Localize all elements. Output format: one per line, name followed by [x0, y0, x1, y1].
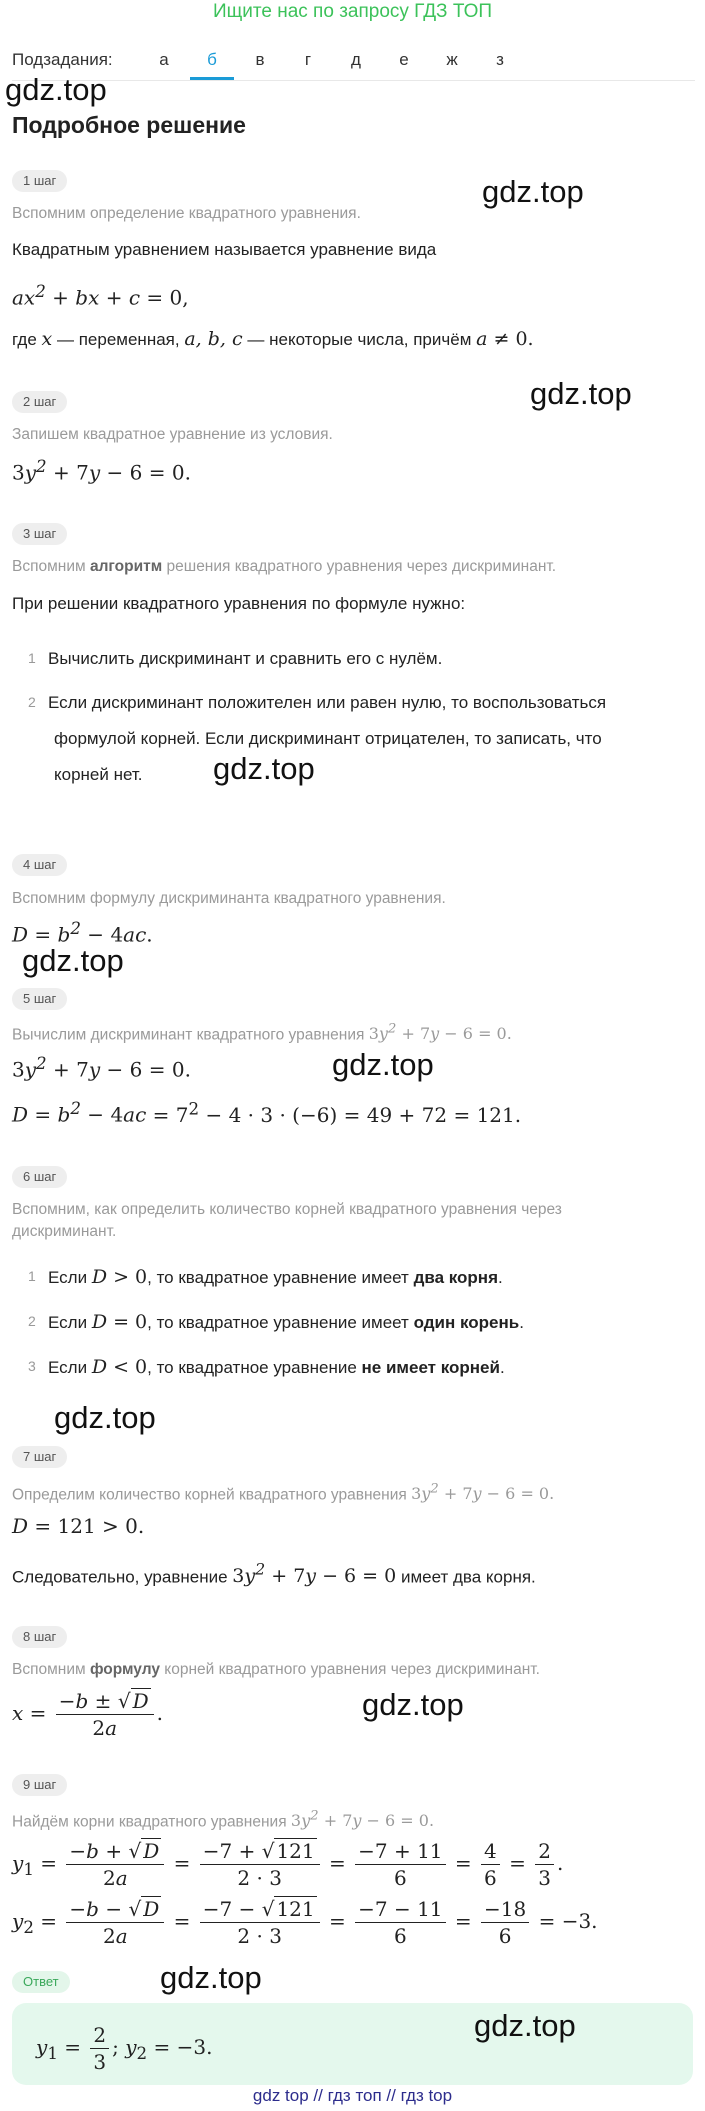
list-number: 2	[28, 694, 36, 710]
list-item: Вычислить дискриминант и сравнить его с нулём.	[48, 649, 443, 668]
step-badge: 4 шаг	[12, 854, 67, 876]
watermark: gdz.top	[22, 943, 124, 978]
step-hint: Запишем квадратное уравнение из условия.	[12, 426, 333, 443]
tab-b[interactable]: б	[190, 50, 234, 80]
step-conclusion: Следовательно, уравнение $3y^2 + 7y - 6 = 0$ имеет два корня.	[12, 1560, 536, 1588]
step-hint-cont: дискриминант.	[12, 1223, 117, 1240]
step-text: Квадратным уравнением называется уравнение вида	[12, 240, 437, 259]
answer-formula: $y_1$ = $\frac{2}{3}$ ; $y_2 = -3$.	[36, 2023, 213, 2074]
tab-e[interactable]: е	[399, 50, 409, 69]
conc-post: имеет два корня.	[400, 1567, 536, 1587]
step-badge: 7 шаг	[12, 1446, 67, 1468]
hint-bold: алгоритм	[89, 558, 163, 575]
step-badge: 9 шаг	[12, 1774, 67, 1796]
no-roots: не имеет корней	[361, 1358, 500, 1377]
list-item: Если D > 0, то квадратное уравнение имеет два корня.	[48, 1266, 503, 1288]
formula-general: $ax^2$ + bx + c = 0,	[12, 282, 189, 310]
if-label: Если	[48, 1313, 88, 1332]
step-hint	[12, 1659, 540, 1680]
list-item: Если D = 0, то квадратное уравнение имеет один корень.	[48, 1311, 524, 1333]
hint-post: корней квадратного уравнения через дискриминант.	[164, 1661, 540, 1678]
hint-post: решения квадратного уравнения через дискриминант.	[166, 558, 557, 575]
subtasks-bar	[12, 42, 695, 81]
step-text: При решении квадратного уравнения по формуле нужно:	[12, 594, 466, 613]
watermark: gdz.top	[530, 376, 632, 411]
watermark: gdz.top	[160, 1960, 262, 1995]
watermark: gdz.top	[5, 72, 107, 107]
tab-zh[interactable]: ж	[446, 50, 458, 69]
tab-g[interactable]: г	[304, 50, 312, 69]
watermark: gdz.top	[54, 1400, 156, 1435]
formula-equation: $3y^2 + 7y - 6 = 0$.	[12, 1054, 191, 1082]
formula-roots: x = $\frac{-b \pm √ D}{2a}$ .	[12, 1689, 163, 1740]
hint-pre: Вспомним	[12, 1661, 86, 1678]
hint-text: Найдём корни квадратного уравнения	[12, 1813, 287, 1831]
footer-links[interactable]: gdz top // гдз топ // гдз top	[252, 2086, 453, 2105]
watermark: gdz.top	[482, 174, 584, 209]
then-label: , то квадратное уравнение имеет	[147, 1268, 409, 1287]
step-hint: Вычислим дискриминант квадратного уравнения $3y^2 + 7y - 6 = 0$.	[12, 1022, 512, 1044]
list-item: Если дискриминант положителен или равен нулю, то воспользоваться	[48, 693, 607, 712]
formula-root-2: $y_2$ = $\frac{-b - √ D}{2a}$ = $\frac{-7 - √ 121}{2 \cdot 3}$ = $\frac{-7 - 11}{6}$ = $\frac{-18}{6}$ = −3.	[12, 1897, 598, 1948]
subtasks-label: Подзадания:	[12, 50, 113, 69]
tab-z[interactable]: з	[496, 50, 504, 69]
formula-root-1: $y_1$ = $\frac{-b + √ D}{2a}$ = $\frac{-7 + √ 121}{2 \cdot 3}$ = $\frac{-7 + 11}{6}$ = $\frac{4}{6}$ = $\frac{2}{3}$ .	[12, 1839, 564, 1890]
then-label: , то квадратное уравнение имеет	[147, 1313, 409, 1332]
step-text-where: где x — переменная, a, b, c — некоторые числа, причём a ≠ 0.	[12, 328, 534, 350]
step-badge: 6 шаг	[12, 1166, 67, 1188]
step-badge: 2 шаг	[12, 391, 67, 413]
tab-d[interactable]: д	[351, 50, 361, 69]
formula-discriminant: $D = b^2 - 4ac$.	[12, 919, 153, 947]
if-label: Если	[48, 1268, 88, 1287]
watermark: gdz.top	[362, 1687, 464, 1722]
step-hint: Определим количество корней квадратного уравнения $3y^2 + 7y - 6 = 0$.	[12, 1482, 555, 1504]
search-banner: Ищите нас по запросу ГДЗ ТОП	[212, 1, 493, 22]
one-root: один корень	[413, 1313, 520, 1332]
formula-d-value: D = 121 > 0.	[12, 1514, 145, 1538]
hint-text: Вычислим дискриминант квадратного уравнения	[12, 1026, 365, 1044]
step-badge: 5 шаг	[12, 988, 67, 1010]
conc-pre: Следовательно, уравнение	[12, 1567, 228, 1587]
tab-v[interactable]: в	[255, 50, 265, 69]
list-item-cont: корней нет.	[54, 765, 143, 784]
page-title: Подробное решение	[12, 112, 246, 138]
list-number: 1	[28, 650, 36, 666]
watermark: gdz.top	[474, 2008, 576, 2043]
if-label: Если	[48, 1358, 88, 1377]
formula-discriminant-calc: $D = b^2 - 4ac = 7^2 - 4 \cdot 3 \cdot (-6) = 49 + 72 = 121$.	[12, 1099, 522, 1127]
hint-pre: Вспомним	[12, 558, 86, 575]
list-number: 2	[28, 1313, 36, 1329]
watermark: gdz.top	[213, 751, 315, 786]
watermark: gdz.top	[332, 1047, 434, 1082]
step-hint: Вспомним определение квадратного уравнения.	[12, 205, 361, 222]
formula-equation: $3y^2 + 7y - 6 = 0$.	[12, 457, 191, 485]
list-number: 1	[28, 1268, 36, 1284]
step-badge: 1 шаг	[12, 170, 67, 192]
two-roots: два корня	[413, 1268, 498, 1287]
where-mid2: — некоторые числа, причём	[247, 330, 472, 349]
list-number: 3	[28, 1358, 36, 1374]
where-mid: — переменная,	[57, 330, 180, 349]
answer-badge: Ответ	[12, 1971, 70, 1993]
hint-text: Определим количество корней квадратного уравнения	[12, 1486, 407, 1504]
step-hint	[12, 556, 556, 577]
step-hint: Вспомним, как определить количество корней квадратного уравнения через	[12, 1201, 562, 1218]
step-hint: Найдём корни квадратного уравнения $3y^2 + 7y - 6 = 0$.	[12, 1809, 435, 1831]
tab-a[interactable]: а	[159, 50, 169, 69]
step-badge: 3 шаг	[12, 523, 67, 545]
where-pre: где	[12, 330, 37, 349]
step-hint: Вспомним формулу дискриминанта квадратного уравнения.	[12, 890, 446, 907]
step-badge: 8 шаг	[12, 1626, 67, 1648]
list-item: Если D < 0, то квадратное уравнение не имеет корней.	[48, 1356, 505, 1378]
hint-bold: формулу	[89, 1661, 160, 1678]
list-item-cont: формулой корней. Если дискриминант отрицателен, то записать, что	[54, 729, 602, 748]
